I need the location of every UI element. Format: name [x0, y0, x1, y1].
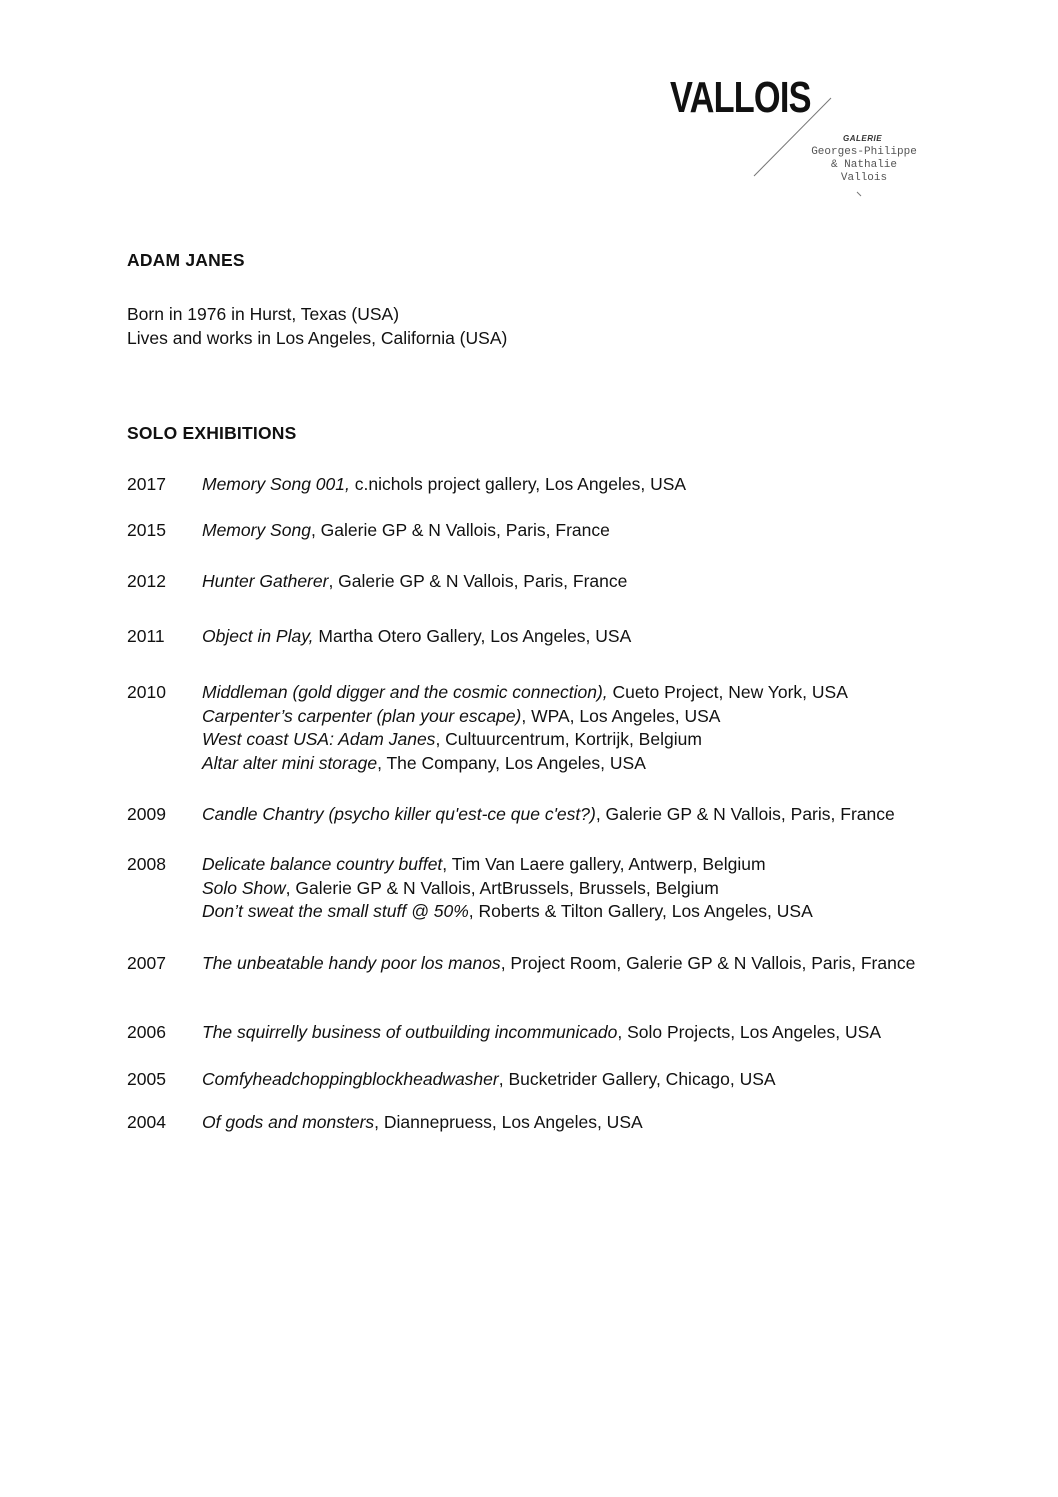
exhibition-entries [202, 803, 937, 827]
exhibition-year: 2006 [127, 1022, 166, 1042]
exhibition-entries [202, 473, 937, 497]
exhibition-venue: , WPA, Los Angeles, USA [521, 705, 721, 726]
exhibition-entries [202, 853, 937, 924]
exhibition-venue: Cueto Project, New York, USA [607, 682, 848, 702]
exhibition-entry [202, 853, 937, 877]
exhibition-venue: , Diannepruess, Los Angeles, USA [374, 1112, 643, 1132]
exhibition-year: 2011 [127, 626, 165, 646]
exhibition-venue: , Project Room, Galerie GP & N Vallois, Paris, France [500, 953, 916, 973]
exhibition-venue: , Galerie GP & N Vallois, Paris, France [328, 571, 628, 591]
exhibition-entry [202, 625, 937, 649]
logo-divider-lines [0, 0, 1058, 220]
exhibition-title: Carpenter’s carpenter (plan your escape) [202, 705, 522, 726]
exhibition-entry [202, 1068, 937, 1092]
exhibition-entries [202, 1111, 937, 1135]
exhibition-entries [202, 1068, 937, 1092]
exhibition-year: 2009 [127, 804, 166, 824]
logo-title: VALLOIS [670, 73, 811, 122]
exhibition-title: Hunter Gatherer [202, 571, 329, 591]
exhibition-year: 2017 [127, 474, 166, 494]
exhibition-venue: , Tim Van Laere gallery, Antwerp, Belgium [442, 854, 766, 874]
exhibition-year: 2005 [127, 1069, 166, 1089]
exhibition-title: Altar alter mini storage [202, 752, 378, 773]
exhibition-title: Candle Chantry (psycho killer qu'est-ce que c'est?) [202, 804, 596, 824]
artist-name: ADAM JANES [127, 250, 245, 270]
exhibition-year: 2008 [127, 854, 166, 874]
exhibition-entry [202, 900, 937, 924]
logo-gallery-name: Georges-Philippe & Nathalie Vallois [811, 146, 917, 184]
logo-galerie-label: GALERIE [843, 134, 883, 143]
exhibition-entry [202, 952, 937, 976]
exhibition-entry [202, 803, 937, 827]
exhibition-entries [202, 519, 937, 543]
exhibition-year: 2007 [127, 953, 166, 973]
exhibition-entries [202, 952, 937, 976]
exhibition-entries [202, 570, 937, 594]
exhibition-venue: , Cultuurcentrum, Kortrijk, Belgium [435, 729, 702, 749]
exhibition-entry [202, 728, 937, 752]
exhibition-title: Don’t sweat the small stuff @ 50% [202, 901, 469, 921]
exhibition-venue: c.nichols project gallery, Los Angeles, USA [349, 474, 687, 494]
exhibition-entry [202, 1021, 937, 1045]
exhibition-title: Of gods and monsters [202, 1112, 375, 1132]
exhibition-title: Comfyheadchoppingblockheadwasher [202, 1069, 499, 1089]
artist-bio [127, 302, 507, 350]
birth-info: Born in 1976 in Hurst, Texas (USA) [127, 304, 400, 324]
exhibition-entry [202, 681, 937, 705]
exhibition-entries [202, 681, 937, 775]
exhibition-entry [202, 519, 937, 543]
exhibition-year: 2015 [127, 520, 166, 540]
exhibition-title: Delicate balance country buffet [202, 854, 443, 874]
exhibition-entry [202, 1111, 937, 1135]
exhibition-year: 2004 [127, 1112, 166, 1132]
exhibition-entries [202, 625, 937, 649]
exhibition-title: Solo Show [202, 877, 286, 898]
exhibition-entry [202, 705, 937, 729]
exhibition-year: 2010 [127, 682, 166, 702]
exhibition-venue: , The Company, Los Angeles, USA [377, 752, 646, 773]
section-title: SOLO EXHIBITIONS [127, 423, 297, 443]
exhibition-title: The squirrelly business of outbuilding incommunicado [202, 1022, 618, 1042]
exhibition-title: Memory Song [202, 520, 311, 540]
exhibition-entry [202, 473, 937, 497]
exhibition-entry [202, 752, 937, 776]
exhibition-venue: , Roberts & Tilton Gallery, Los Angeles, USA [468, 901, 813, 921]
exhibition-venue: Martha Otero Gallery, Los Angeles, USA [313, 626, 632, 646]
gallery-logo [0, 0, 1058, 220]
exhibition-title: The unbeatable handy poor los manos [202, 953, 501, 973]
exhibition-venue: , Bucketrider Gallery, Chicago, USA [498, 1069, 776, 1089]
exhibition-title: Middleman (gold digger and the cosmic connection), [202, 682, 608, 702]
exhibition-title: Memory Song 001, [202, 474, 350, 494]
exhibition-entry [202, 570, 937, 594]
exhibition-venue: , Galerie GP & N Vallois, ArtBrussels, Brussels, Belgium [285, 877, 719, 898]
residence-info: Lives and works in Los Angeles, California (USA) [127, 328, 508, 348]
exhibition-venue: , Solo Projects, Los Angeles, USA [617, 1022, 881, 1042]
exhibition-entries [202, 1021, 937, 1045]
exhibition-title: Object in Play, [202, 626, 314, 646]
exhibition-year: 2012 [127, 571, 166, 591]
exhibition-entry [202, 877, 937, 901]
exhibition-title: West coast USA: Adam Janes [202, 729, 436, 749]
exhibition-venue: , Galerie GP & N Vallois, Paris, France [595, 804, 895, 824]
exhibition-venue: , Galerie GP & N Vallois, Paris, France [310, 520, 610, 540]
